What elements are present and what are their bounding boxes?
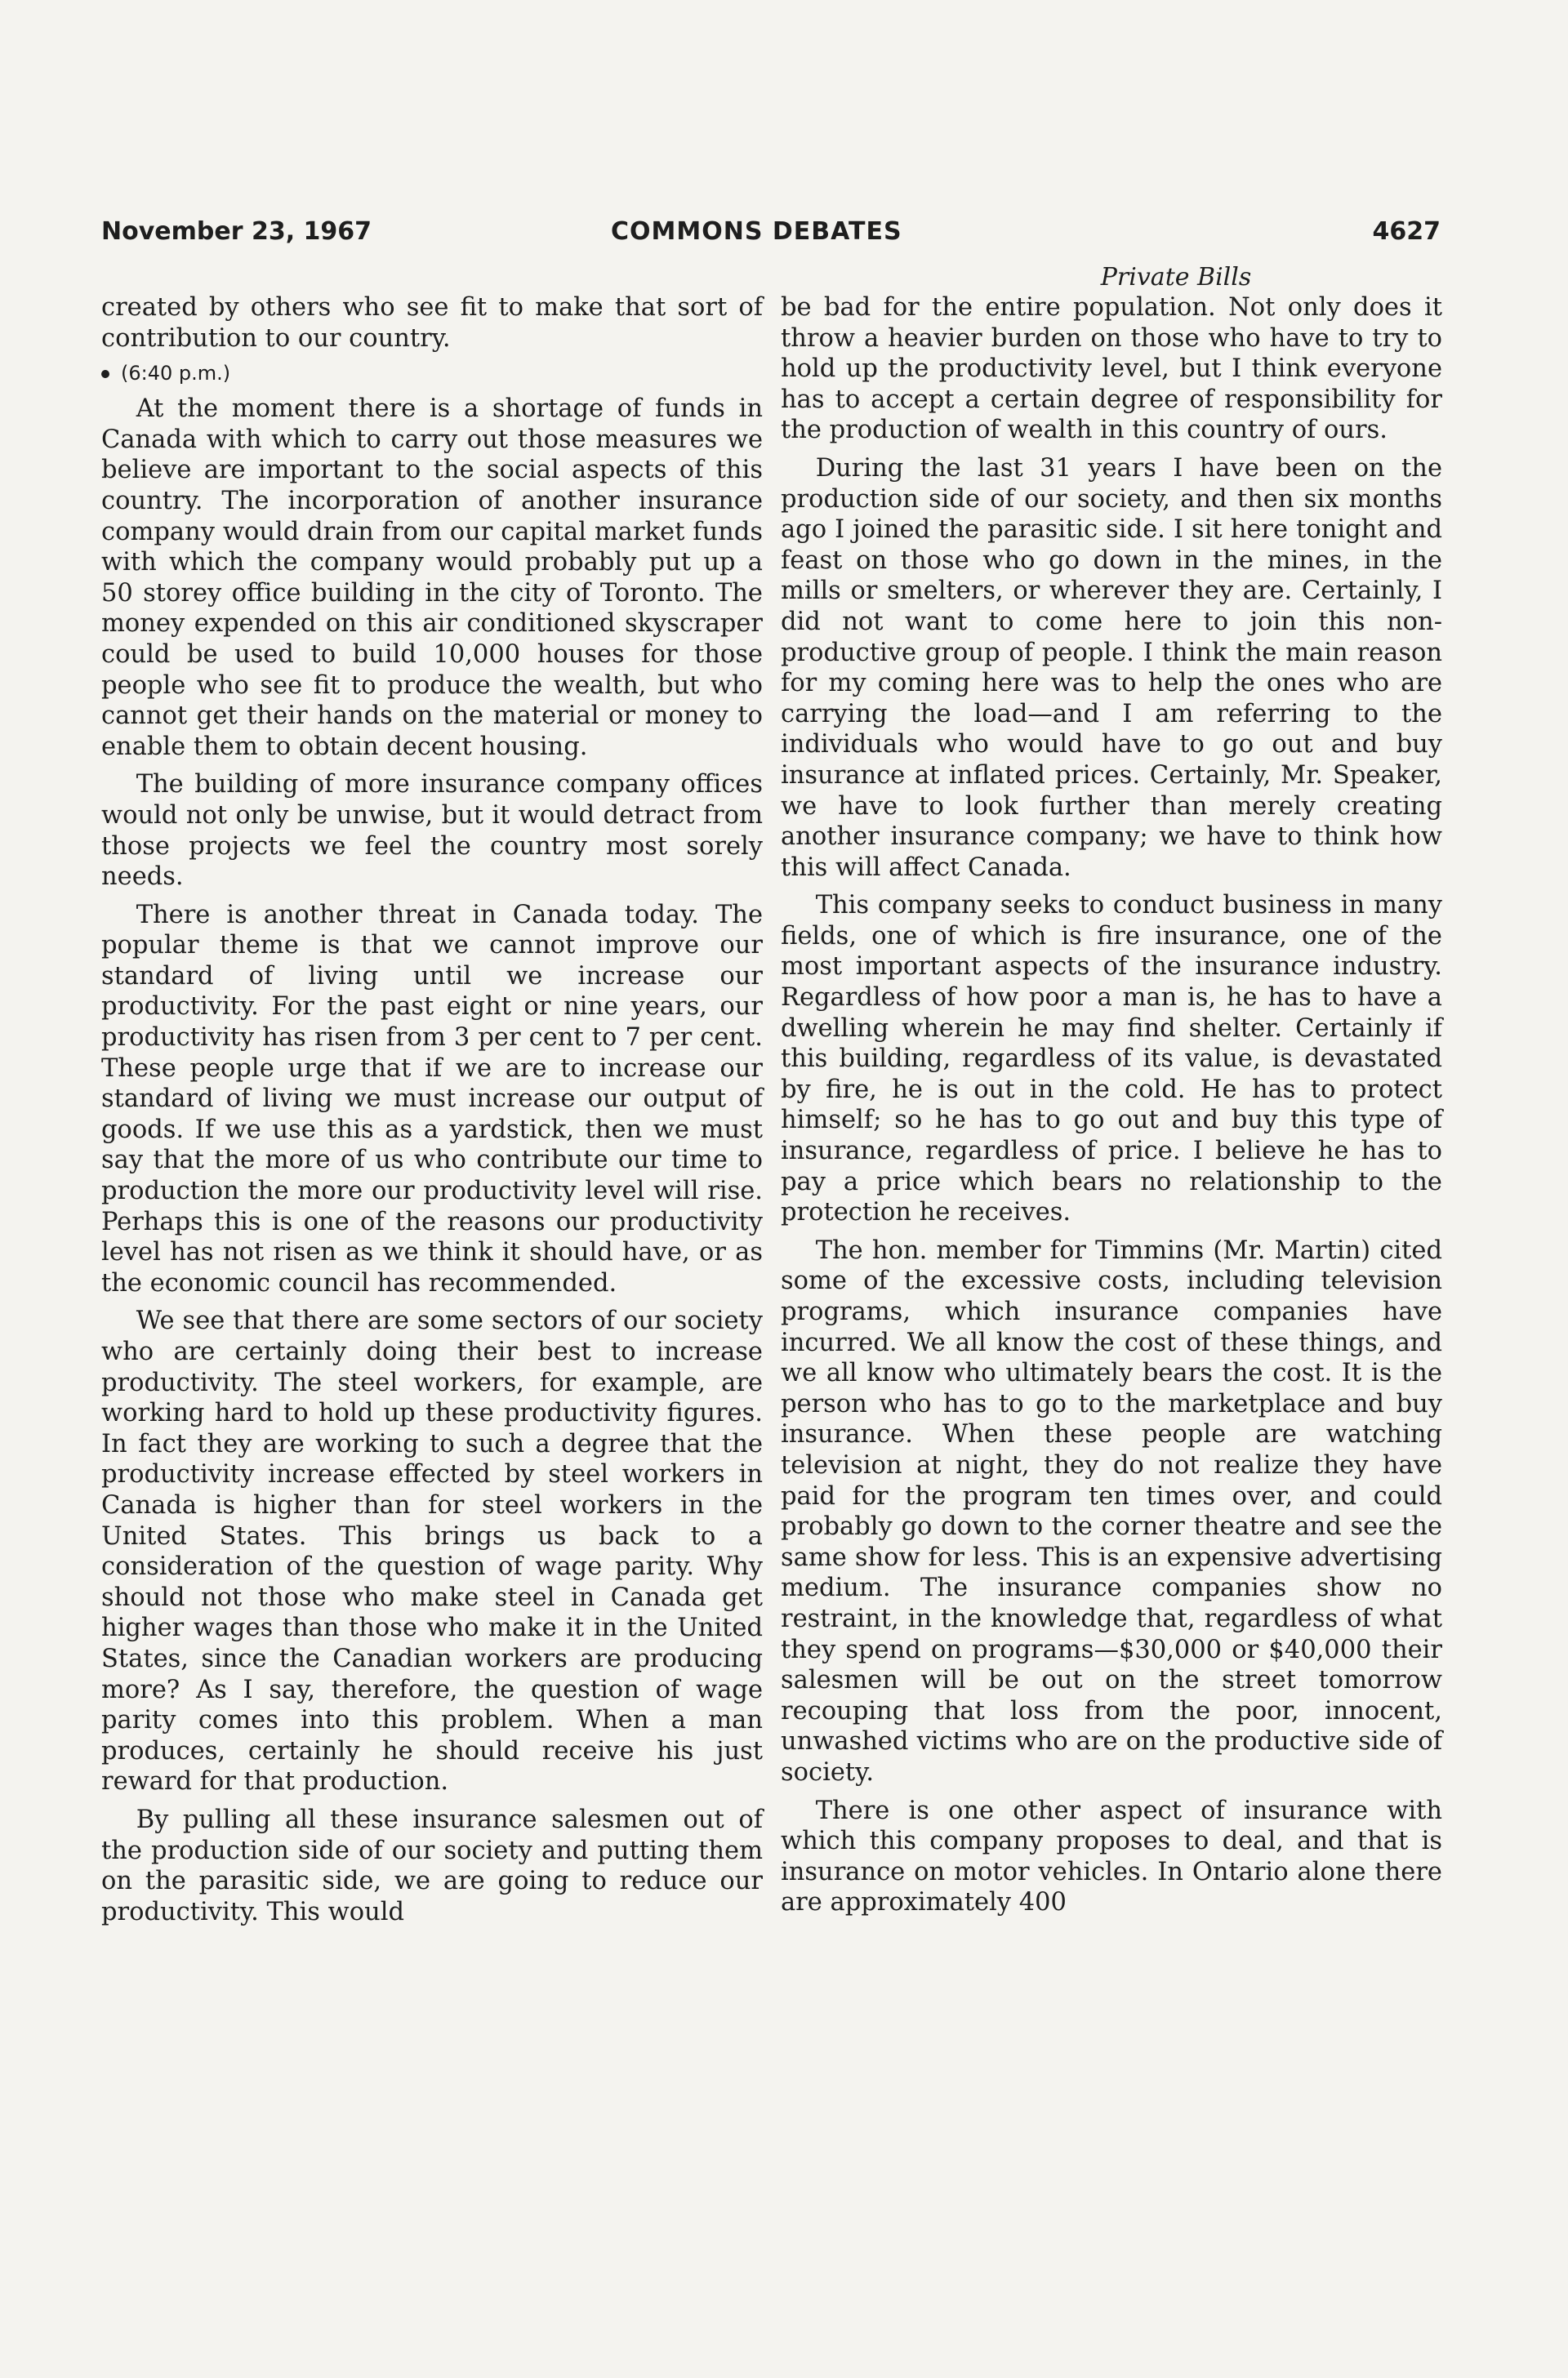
paragraph: We see that there are some sectors of our society who are certainly doing their best to increase productivity. The steel workers, for example, are working hard to hold up these productivity figures. In fact they are working to such a degree that the productivity increase effected by steel workers in Canada is higher than for steel workers in the United States. This brings us back to a consideration of the question of wage parity. Why should not those who make steel in Canada get higher wages than those who make it in the United States, since the Canadian workers are producing more? As I say, therefore, the question of wage parity comes into this problem. When a man produces, certainly he should receive his just reward for that production.	[101, 1307, 763, 1797]
paragraph: The building of more insurance company offices would not only be unwise, but it would detract from those projects we feel the country most sorely needs.	[101, 770, 763, 892]
time-stamp: (6:40 p.m.)	[121, 362, 231, 385]
right-column	[781, 292, 1442, 1926]
paragraph: The hon. member for Timmins (Mr. Martin) cited some of the excessive costs, including television programs, which insurance companies have incurred. We all know the cost of these things, and we all know who ultimately bears the cost. It is the person who has to go to the marketplace and buy insurance. When these people are watching television at night, they do not realize they have paid for the program ten times over, and could probably go down to the corner theatre and see the same show for less. This is an expensive advertising medium. The insurance companies show no restraint, in the knowledge that, regardless of what they spend on programs—$30,000 or $40,000 their salesmen will be out on the street tomorrow recouping that loss from the poor, innocent, unwashed victims who are on the productive side of society.	[781, 1236, 1442, 1787]
time-marker	[101, 361, 763, 385]
paragraph: At the moment there is a shortage of funds in Canada with which to carry out those measures we believe are important to the social aspects of this country. The incorporation of another insurance company would drain from our capital market funds with which the company would probably put up a 50 storey office building in the city of Toronto. The money expended on this air conditioned skyscraper could be used to build 10,000 houses for those people who see fit to produce the wealth, but who cannot get their hands on the material or money to enable them to obtain decent housing.	[101, 394, 763, 761]
page-number: 4627	[1372, 217, 1441, 246]
header-date: November 23, 1967	[101, 217, 372, 246]
paragraph: There is another threat in Canada today. The popular theme is that we cannot improve our standard of living until we increase our productivity. For the past eight or nine years, our productivity has risen from 3 per cent to 7 per cent. These people urge that if we are to increase our standard of living we must increase our output of goods. If we use this as a yardstick, then we must say that the more of us who contribute our time to production the more our productivity level will rise. Perhaps this is one of the reasons our productivity level has not risen as we think it should have, or as the economic council has recommended.	[101, 900, 763, 1298]
paragraph: This company seeks to conduct business in many fields, one of which is fire insurance, one of the most important aspects of the insurance industry. Regardless of how poor a man is, he has to have a dwelling wherein he may find shelter. Certainly if this building, regardless of its value, is devastated by fire, he is out in the cold. He has to protect himself; so he has to go out and buy this type of insurance, regardless of price. I believe he has to pay a price which bears no relationship to the protection he receives.	[781, 891, 1442, 1227]
paragraph: be bad for the entire population. Not only does it throw a heavier burden on those who have to try to hold up the productivity level, but I think everyone has to accept a certain degree of responsibility for the production of wealth in this country of ours.	[781, 293, 1442, 445]
paragraph: During the last 31 years I have been on the production side of our society, and then six months ago I joined the parasitic side. I sit here tonight and feast on those who go down in the mines, in the mills or smelters, or wherever they are. Certainly, I did not want to come here to join this non-productive group of people. I think the main reason for my coming here was to help the ones who are carrying the load—and I am referring to the individuals who would have to go out and buy insurance at inflated prices. Certainly, Mr. Speaker, we have to look further than merely creating another insurance company; we have to think how this will affect Canada.	[781, 453, 1442, 882]
paragraph: There is one other aspect of insurance with which this company proposes to deal, and that is insurance on motor vehicles. In Ontario alone there are approximately 400	[781, 1796, 1442, 1917]
paragraph: created by others who see fit to make that sort of contribution to our country.	[101, 293, 763, 353]
left-column	[101, 292, 763, 1935]
bullet-icon	[101, 370, 109, 378]
paragraph: By pulling all these insurance salesmen out of the production side of our society and putting them on the parasitic side, we are going to reduce our productivity. This would	[101, 1805, 763, 1926]
running-head: Private Bills	[1100, 263, 1252, 292]
page-header	[101, 217, 1441, 253]
header-title: COMMONS DEBATES	[611, 217, 902, 246]
